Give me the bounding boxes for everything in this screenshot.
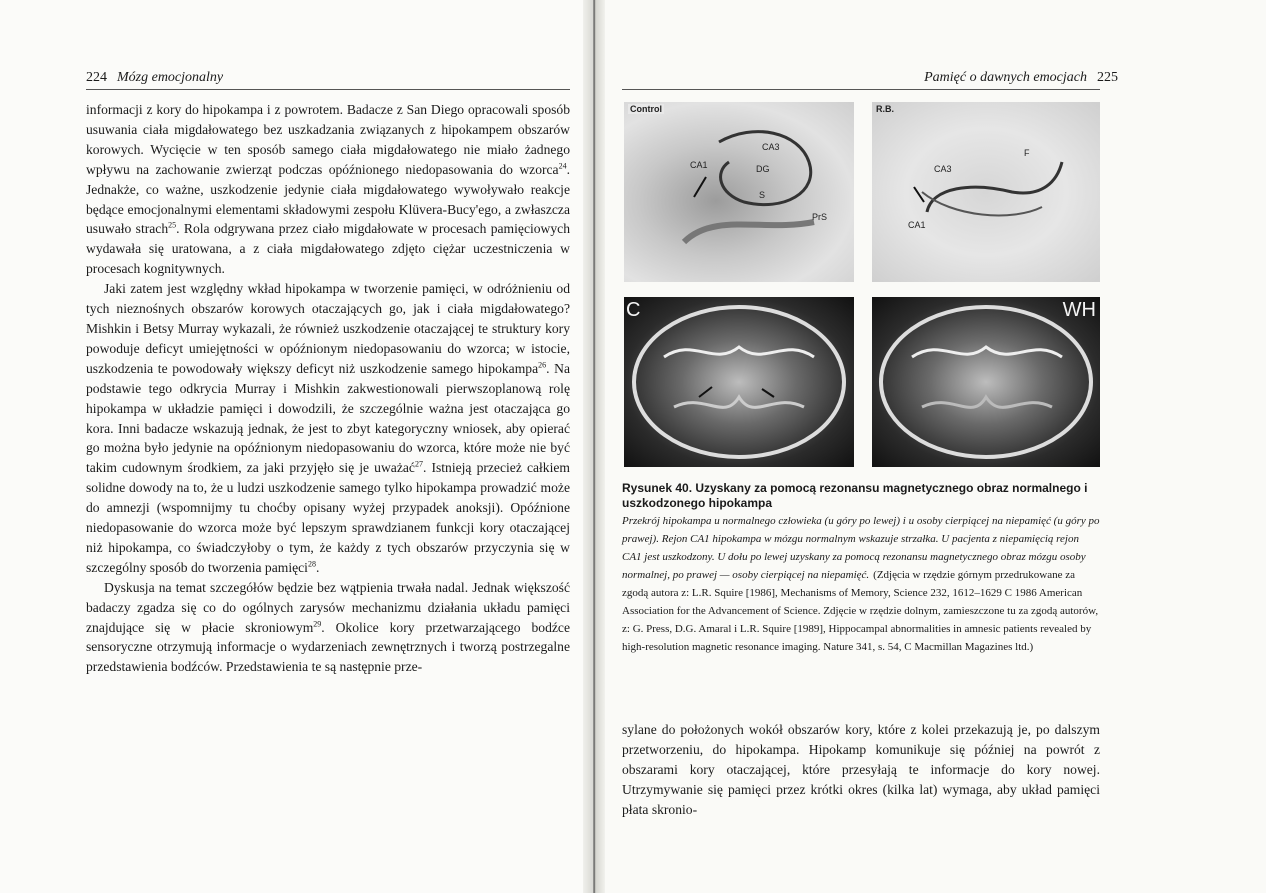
running-title-left: Mózg emocjonalny: [117, 70, 224, 85]
region-label-prs: PrS: [812, 212, 828, 222]
hippocampus-section-patient: [872, 102, 1100, 282]
paragraph-3-text-b: . Okolice kory przetwarzającego bodźce sensoryczne otrzymują informacje o wydarzeniach zewnętrznych i tworzą postrzegalne przedstawienia bodźców. Przedstawienia te są następnie prze-: [86, 619, 570, 675]
left-page-header: [86, 70, 223, 86]
page-number-right: 225: [1097, 70, 1118, 85]
paragraph-3-text-a: Dyskusja na temat szczegółów będzie bez wątpienia trwała nadal. Jednak większość badaczy zgadza się co do ogólnych zarysów mechanizmu działania układu pamięci znajdujące się w płacie skroniowym: [86, 579, 570, 635]
paragraph-2-text-a: Jaki zatem jest względny wkład hipokampa w tworzenie pamięci, w odróżnieniu od tych nieznośnych obszarów korowych otaczających go, jak i ciała migdałowatego? Mishkin i Betsy Murray wykazali, że również uszkodzenie otaczającej te struktury kory powoduje deficyt umiejętności w opóźnionym niedopasowaniu do wzorca; w istocie, uszkodzenia te powodowały większy deficyt niż uszkodzenie samego hipokampa: [86, 281, 570, 376]
paragraph-1: [86, 100, 570, 279]
paragraph-1-text-b: . Jednakże, co ważne, uszkodzenie jedynie ciała migdałowatego wywoływało reakcje będące emocjonalnymi elementami składowymi zespołu Klüvera-Bucy'ego, a zwłaszcza usuwało strach: [86, 161, 570, 237]
left-page: [0, 0, 592, 893]
panel-label-control: Control: [630, 104, 662, 114]
paragraph-1-text-c: . Rola odgrywana przez ciało migdałowate w procesach pamięciowych wydawała się uratowana, a z ciała migdałowatego zdjęto ciężar uczestniczenia w procesach kognitywnych.: [86, 221, 570, 277]
paragraph-2-text-c: . Istnieją przecież całkiem solidne dowody na to, że u ludzi uszkodzenie samego tylko hipokampa prowadzić może do amnezji (wspomnijmy tu choćby opisany wyżej przypadek anoksji). Opóźnione niedopasowanie do wzorca może być lepszym sprawdzianem funkcji kory otaczającej niż hipokampa, co świadczyłoby o tym, że każdy z tych obszarów przyczynia się w szczególny sposób do tworzenia pamięci: [86, 460, 570, 575]
region-label-dg: DG: [756, 164, 770, 174]
footnote-ref: 26: [538, 360, 547, 370]
region-label-ca1: CA1: [690, 160, 708, 170]
footnote-ref: 24: [558, 161, 567, 171]
page-number-left: 224: [86, 70, 107, 85]
caption-description: Przekrój hipokampa u normalnego człowieka (u góry po lewej) i u osoby cierpiącej na niepamięć (u góry po prawej). Rejon CA1 hipokampa w mózgu normalnym wskazuje strzałka. U pacjenta z niepamięcią rejon CA1 jest uszkodzony. U dołu po lewej uzyskany za pomocą rezonansu magnetycznego obraz mózgu osoby normalnej, po prawej — osoby cierpiącej na niepamięć.: [622, 515, 1100, 581]
mri-panel-normal: [624, 297, 854, 467]
region-label-ca1: CA1: [908, 220, 926, 230]
panel-label-patient: R.B.: [876, 104, 894, 114]
figure-panel-control: [624, 102, 854, 282]
region-label-ca3: CA3: [934, 164, 952, 174]
figure-caption: [622, 481, 1100, 655]
panel-label-mri-amnesic: WH: [1062, 299, 1096, 321]
paragraph-2: [86, 279, 570, 578]
running-title-right: Pamięć o dawnych emocjach: [924, 70, 1087, 85]
region-label-ca3: CA3: [762, 142, 780, 152]
panel-label-mri-normal: C: [626, 299, 641, 321]
paragraph-2-text-d: .: [315, 559, 320, 575]
mri-scan-amnesic: [872, 297, 1100, 467]
mri-scan-normal: [624, 297, 854, 467]
paragraph-3: [86, 578, 570, 678]
footnote-ref: 28: [307, 559, 316, 569]
mri-panel-amnesic: [872, 297, 1100, 467]
footnote-ref: 25: [168, 220, 177, 230]
left-page-body: [86, 100, 570, 677]
footnote-ref: 29: [313, 619, 322, 629]
figure-panel-patient: [872, 102, 1100, 282]
header-rule-left: [86, 89, 570, 90]
region-label-s: S: [759, 190, 766, 200]
footnote-ref: 27: [414, 459, 423, 469]
header-rule-right: [622, 89, 1100, 90]
book-gutter: [583, 0, 605, 893]
caption-credits: (Zdjęcia w rzędzie górnym przedrukowane za zgodą autora z: L.R. Squire [1986], Mechanisms of Memory, Science 232, 1612–1629 C 1986 American Association for the Advancement of Science. Zdjęcie w rzędzie dolnym, zamieszczone tu za zgodą autorów, z: G. Press, D.G. Amaral i L.R. Squire [1989], Hippocampal abnormalities in amnesic patients revealed by high-resolution magnetic resonance imaging. Nature 341, s. 54, C Macmillan Magazines ltd.): [622, 569, 1099, 653]
caption-title: Rysunek 40. Uzyskany za pomocą rezonansu magnetycznego obraz normalnego i uszkodzonego hipokampa: [622, 481, 1088, 510]
right-page-body: sylane do położonych wokół obszarów kory, które z kolei przekazują je, po dalszym przetworzeniu, do hipokampa. Hipokamp komunikuje się później na powrót z obszarami kory otaczającej, które przesyłają te informacje do kory nowej. Utrzymywanie się pamięci przez krótki okres (kilka lat) wymaga, aby układ pamięci płata skronio-: [622, 722, 1100, 817]
paragraph-2-text-b: . Na podstawie tego odkrycia Murray i Mishkin zakwestionowali pierwszoplanową rolę hipokampa w układzie pamięci i dowodzili, że szczególnie ważna jest otaczająca go kora. Inni badacze wskazują jednak, że jest to zbyt kategoryczny wniosek, aby opierać go można było jedynie na opóźnionym niedopasowaniu do wzorca, które może nie być takim cudownym środkiem, za jaki przyjęło się je uważać: [86, 360, 570, 476]
region-label-f: F: [1024, 148, 1030, 158]
right-page-header: [924, 70, 1118, 86]
hippocampus-section-control: [624, 102, 854, 282]
paragraph-1-text-a: informacji z kory do hipokampa i z powrotem. Badacze z San Diego opracowali sposób usuwania ciała migdałowatego bez uszkadzania związanych z hipokampem obszarów korowych. Wycięcie w ten sposób samego ciała migdałowatego nie miało żadnego wpływu na zachowanie zwierząt podczas opóźnionego niedopasowania do wzorca: [86, 102, 570, 177]
